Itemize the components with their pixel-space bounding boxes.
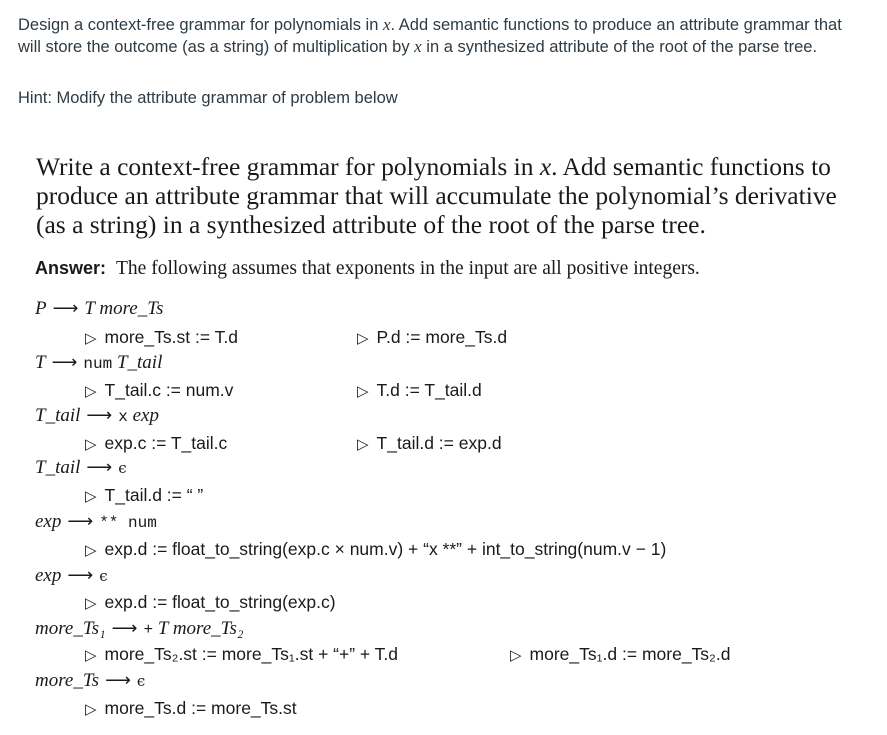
triangle-icon: ▷ xyxy=(357,435,369,453)
rule xyxy=(85,433,227,454)
triangle-icon: ▷ xyxy=(357,382,369,400)
answer-text: The following assumes that exponents in the input are all positive integers. xyxy=(116,258,700,279)
rhs: T_tail xyxy=(116,352,163,373)
epsilon: ϵ xyxy=(118,459,127,477)
rhs: T more_Ts₂ xyxy=(157,618,244,639)
rule-text: T_tail.c := num.v xyxy=(104,380,234,400)
question-part-3: in a synthesized attribute of the root of the parse tree. xyxy=(421,38,818,56)
rule-text: more_Ts.d := more_Ts.st xyxy=(104,698,297,718)
rule-text: exp.d := float_to_string(exp.c × num.v) + “x **” + int_to_string(num.v − 1) xyxy=(104,539,667,559)
triangle-icon: ▷ xyxy=(357,329,369,347)
arrow-icon: ⟶ xyxy=(105,670,131,690)
rule xyxy=(357,327,507,348)
lhs: T xyxy=(35,352,46,373)
arrow-icon: ⟶ xyxy=(86,405,113,425)
rule xyxy=(357,380,482,401)
production-p xyxy=(35,298,163,320)
question-part-1: Design a context-free grammar for polynomials in xyxy=(18,16,383,34)
lhs: more_Ts₁ xyxy=(35,618,106,639)
terminal: ** num xyxy=(99,514,157,532)
terminal: + xyxy=(143,621,154,639)
triangle-icon: ▷ xyxy=(85,541,97,559)
triangle-icon: ▷ xyxy=(85,487,97,505)
triangle-icon: ▷ xyxy=(85,594,97,612)
terminal: x xyxy=(118,408,128,426)
lhs: T_tail xyxy=(35,457,81,478)
lhs: T_tail xyxy=(35,405,81,426)
triangle-icon: ▷ xyxy=(85,382,97,400)
rule-text: T_tail.d := exp.d xyxy=(376,433,502,453)
arrow-icon: ⟶ xyxy=(111,618,138,638)
rule xyxy=(85,327,238,348)
production-more-ts-eps xyxy=(35,670,145,692)
arrow-icon: ⟶ xyxy=(51,352,78,372)
rule-text: P.d := more_Ts.d xyxy=(376,327,508,347)
variable-x: x xyxy=(382,15,391,34)
triangle-icon: ▷ xyxy=(85,435,97,453)
problem-part-2: . Add semantic functions to produce an attribute grammar that will accumulate the polynomial’s derivative (as a string) in a synthesized attribute of the root of the parse tree. xyxy=(36,152,837,239)
arrow-icon: ⟶ xyxy=(86,457,113,477)
rule xyxy=(85,485,203,506)
triangle-icon: ▷ xyxy=(85,646,97,664)
rhs: T more_Ts xyxy=(84,298,164,319)
triangle-icon: ▷ xyxy=(85,329,97,347)
hint-text: Hint: Modify the attribute grammar of problem below xyxy=(18,89,398,107)
rhs: exp xyxy=(132,405,159,426)
problem-statement xyxy=(36,152,866,239)
rule-text: T_tail.d := “ ” xyxy=(104,485,204,505)
problem-part-1: Write a context-free grammar for polynomials in xyxy=(36,152,540,181)
rule xyxy=(510,644,730,665)
production-t-tail-eps xyxy=(35,457,127,479)
production-t-tail-x xyxy=(35,405,159,427)
lhs: P xyxy=(35,298,47,319)
arrow-icon: ⟶ xyxy=(67,565,94,585)
production-exp-num xyxy=(35,511,157,533)
rule-text: exp.c := T_tail.c xyxy=(104,433,228,453)
answer-label: Answer: xyxy=(35,258,107,278)
rule xyxy=(85,380,233,401)
rule-text: more_Ts₂.st := more_Ts₁.st + “+” + T.d xyxy=(104,644,398,664)
rule xyxy=(357,433,502,454)
question-part-2: . Add semantic functions to produce an attribute grammar that will store the outcome (as a string) of multiplication by xyxy=(18,16,842,56)
production-more-ts xyxy=(35,618,243,640)
rule-text: more_Ts.st := T.d xyxy=(104,327,238,347)
rule-text: exp.d := float_to_string(exp.c) xyxy=(104,592,336,612)
answer-line xyxy=(35,258,700,280)
rule-text: T.d := T_tail.d xyxy=(376,380,482,400)
lhs: exp xyxy=(35,511,62,532)
arrow-icon: ⟶ xyxy=(67,511,94,531)
triangle-icon: ▷ xyxy=(85,700,97,718)
rule xyxy=(85,644,398,665)
rule xyxy=(85,539,666,560)
variable-x: x xyxy=(539,152,552,181)
epsilon: ϵ xyxy=(99,567,108,585)
epsilon: ϵ xyxy=(136,672,146,690)
production-exp-eps xyxy=(35,565,108,587)
triangle-icon: ▷ xyxy=(510,646,522,664)
lhs: more_Ts xyxy=(35,670,100,691)
question-text xyxy=(18,14,868,58)
arrow-icon: ⟶ xyxy=(52,298,79,318)
lhs: exp xyxy=(35,565,62,586)
rule-text: more_Ts₁.d := more_Ts₂.d xyxy=(529,644,731,664)
rule xyxy=(85,698,297,719)
terminal: num xyxy=(83,355,113,373)
rule xyxy=(85,592,336,613)
production-t xyxy=(35,352,162,374)
variable-x: x xyxy=(414,37,422,56)
